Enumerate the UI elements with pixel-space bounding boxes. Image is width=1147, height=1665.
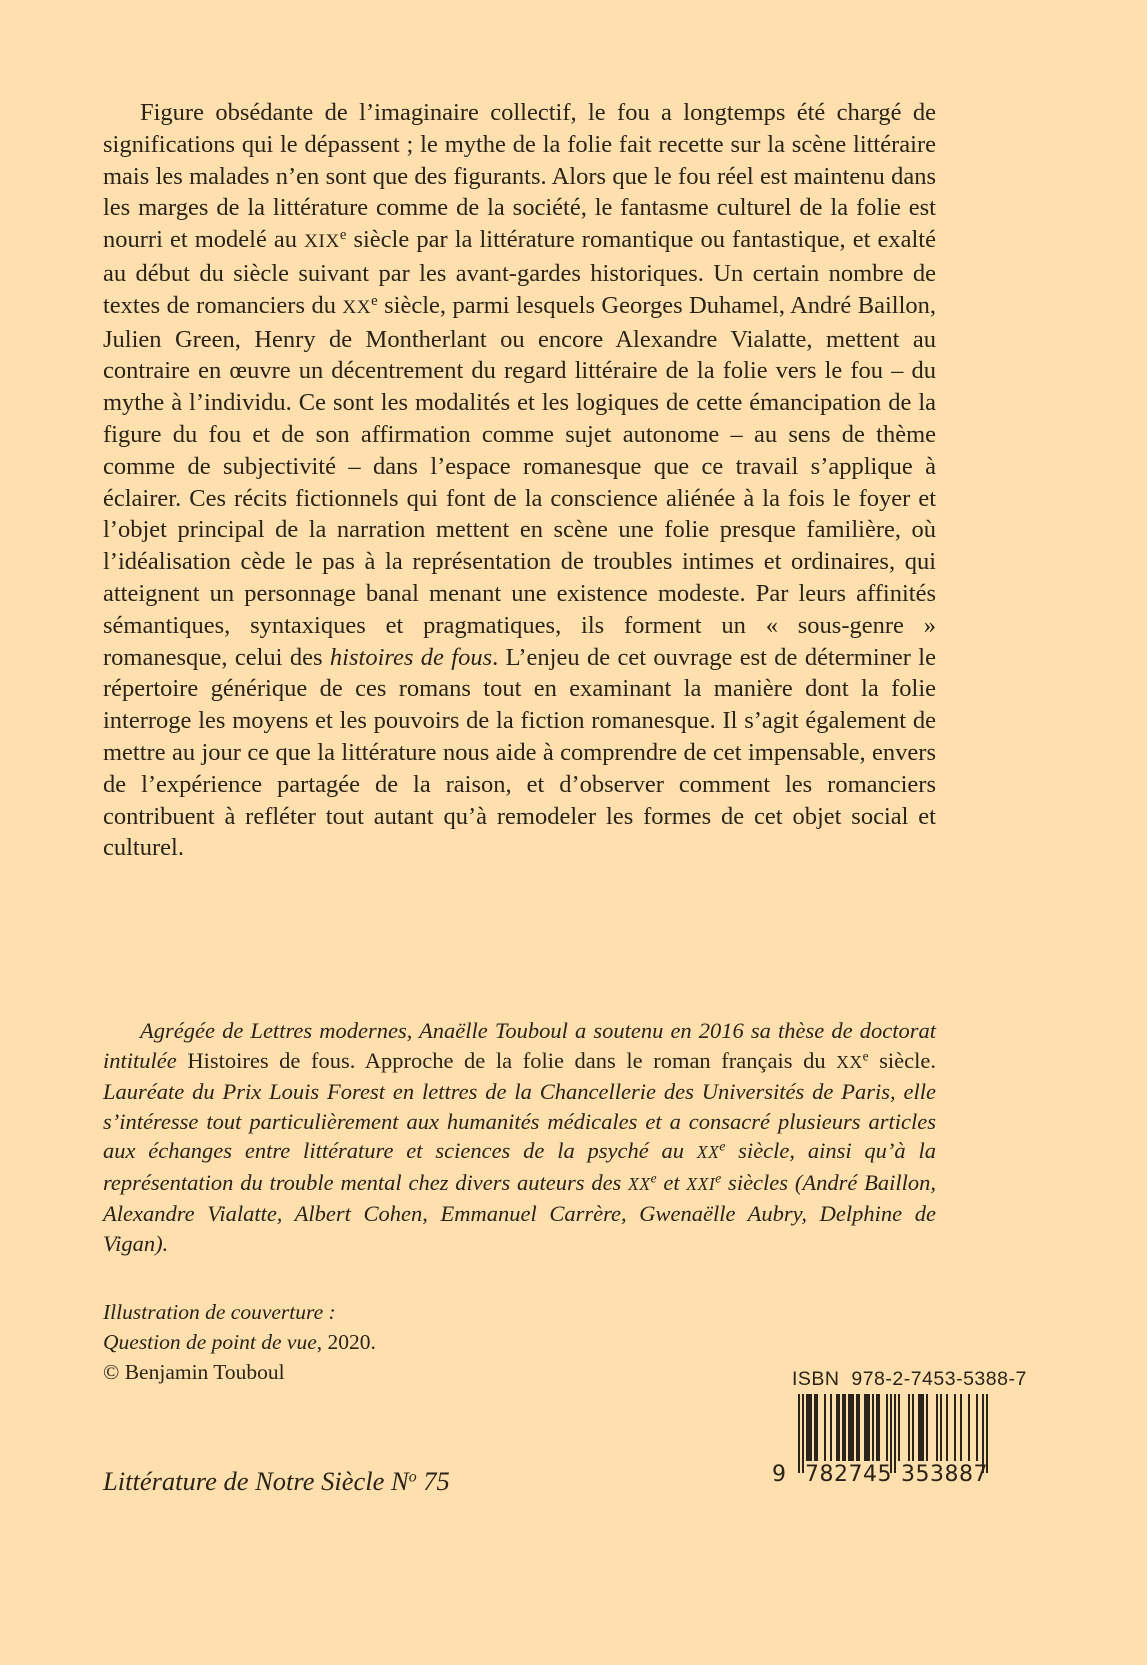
text-run: XX — [628, 1173, 651, 1194]
barcode-digits-right-group: 353887 — [901, 1462, 988, 1487]
text-run: histoires de fous — [329, 643, 493, 671]
text-run: 75 — [416, 1466, 450, 1496]
text-run: siècle. — [868, 1047, 942, 1073]
text-run: , 2020. — [316, 1330, 376, 1354]
isbn-number-label: ISBN 978-2-7453-5388-7 — [792, 1368, 1027, 1390]
text-run: XX — [696, 1142, 720, 1162]
text-run: e — [719, 1138, 726, 1154]
text-run: XXI — [686, 1173, 716, 1194]
text-run: e — [715, 1170, 722, 1186]
text-run: siècles (André Baillon, Alexandre Vialatte, Albert Cohen, Emmanuel Carrère, Gwenaëlle Aubry, Delphine de Vigan). — [103, 1169, 942, 1256]
series-title — [103, 1466, 450, 1497]
text-run: e — [371, 292, 378, 309]
text-run: e — [862, 1048, 869, 1064]
author-bio-paragraph — [103, 1016, 942, 1258]
text-run: et — [656, 1169, 687, 1195]
isbn-block — [772, 1368, 1027, 1498]
text-run: siècle par la littérature romantique ou fantastique, et exalté au début du siècle suivant par les avant-gardes historiques. Un certain nombre de textes de romanciers du — [103, 226, 943, 319]
text-run: Illustration de couverture : — [103, 1300, 336, 1324]
text-run: Figure obsédante de l’imaginaire collectif, le fou a longtemps été chargé de significations qui le dépassent ; le mythe de la folie fait recette sur la scène littéraire mais les malades n’en sont que des figurants. Alors que le fou réel est maintenu dans les marges de la littérature comme de la société, le fantasme culturel de la folie est nourri et modelé au — [103, 99, 943, 254]
credit-line-title — [103, 1327, 663, 1357]
text-run: XX — [342, 296, 372, 318]
text-run: siècle, ainsi qu’à la représentation du trouble mental chez divers auteurs des — [103, 1138, 942, 1195]
text-run: e — [339, 227, 347, 244]
text-run: XX — [836, 1051, 863, 1072]
credit-line-copyright — [103, 1357, 663, 1387]
text-run: Histoires de fous. Approche de la folie dans le roman français du — [187, 1047, 837, 1073]
text-run: Littérature de Notre Siècle N — [103, 1466, 409, 1496]
cover-illustration-credit — [103, 1297, 663, 1387]
text-run: Agrégée de Lettres modernes, Anaëlle Touboul a soutenu en 2016 sa thèse de doctorat intitulée — [103, 1018, 942, 1073]
barcode-digit-first: 9 — [772, 1462, 787, 1487]
text-run: © Benjamin Touboul — [103, 1360, 285, 1384]
text-run: o — [408, 1468, 417, 1486]
synopsis-paragraph — [103, 97, 943, 864]
text-run: XIX — [304, 231, 340, 253]
credit-line-illustration — [103, 1297, 663, 1327]
barcode-digits-left-group: 782745 — [805, 1462, 892, 1487]
text-run: siècle, parmi lesquels Georges Duhamel, André Baillon, Julien Green, Henry de Montherlant ou encore Alexandre Vialatte, mettent au contraire en œuvre un décentrement du regard littéraire de la folie vers le fou – du mythe à l’individu. Ce sont les modalités et les logiques de cette émancipation de la figure du fou et de son affirmation comme sujet autonome – au sens de thème comme de subjectivité – dans l’espace romanesque que ce travail s’applique à éclairer. Ces récits fictionnels qui font de la conscience aliénée à la fois le foyer et l’objet principal de la narration mettent en scène une folie presque familière, où l’idéalisation cède le pas à la représentation de troubles intimes et ordinaires, qui atteignent un personnage banal menant une existence modeste. Par leurs affinités sémantiques, syntaxiques et pragmatiques, ils forment un « sous-genre » romanesque, celui des — [103, 291, 943, 671]
text-run: e — [650, 1170, 657, 1186]
text-run: Question de point de vue — [103, 1330, 317, 1354]
text-run: . L’enjeu de cet ouvrage est de déterminer le répertoire générique de ces romans tout en examinant la manière dont la folie interroge les moyens et les pouvoirs de la fiction romanesque. Il s’agit également de mettre au jour ce que la littérature nous aide à comprendre de cet impensable, envers de l’expérience partagée de la raison, et d’observer comment les romanciers contribuent à refléter tout autant qu’à remodeler les formes de cet objet social et culturel. — [103, 643, 943, 862]
text-run: Lauréate du Prix Louis Forest en lettres de la Chancellerie des Universités de Paris, elle s’intéresse tout particulièrement aux humanités médicales et a consacré plusieurs articles aux échanges entre littérature et sciences de la psyché au — [103, 1079, 942, 1163]
